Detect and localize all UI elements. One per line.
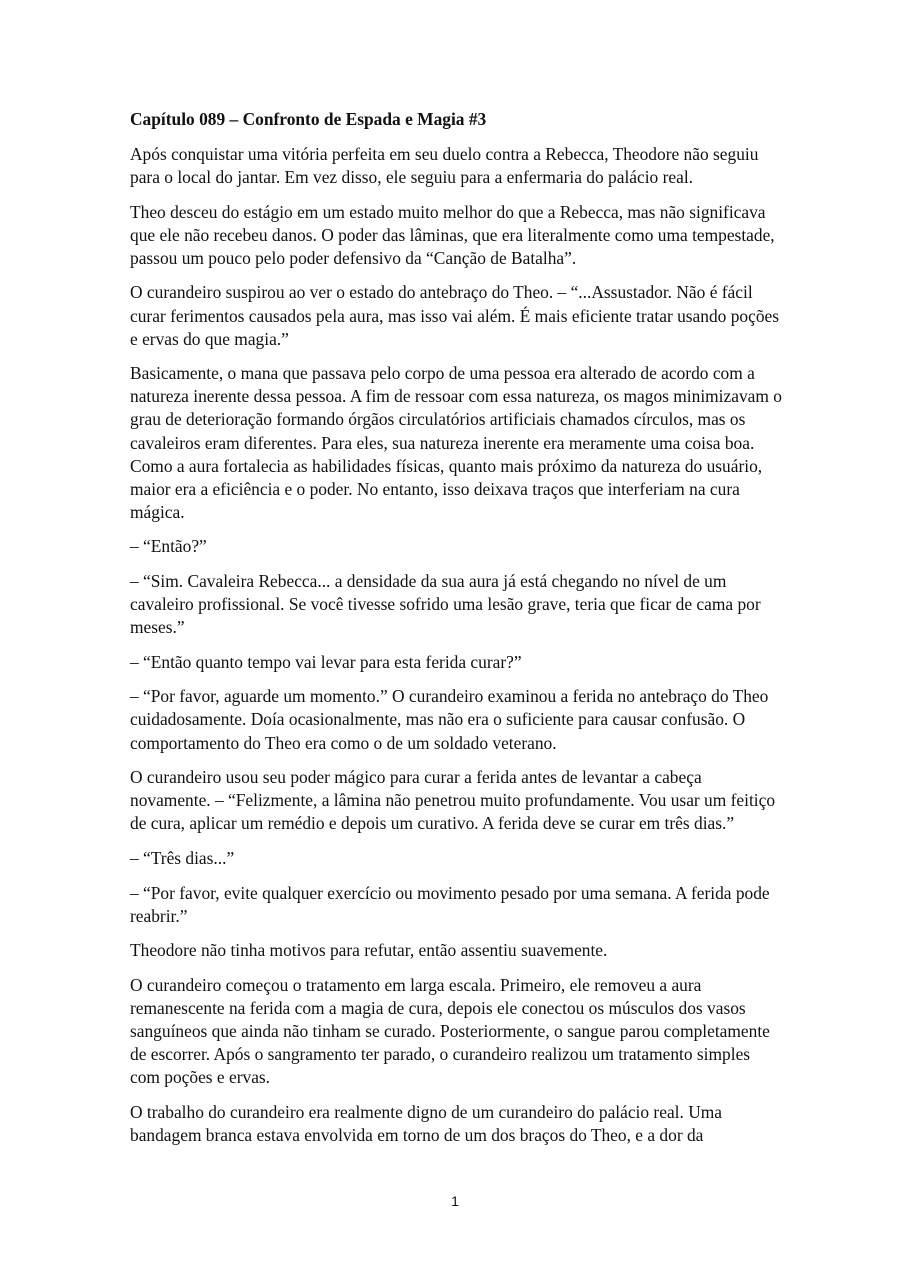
paragraph-14: O trabalho do curandeiro era realmente digno de um curandeiro do palácio real. Uma bandagem branca estava envolvida em torno de um dos braços do Theo, e a dor da bbox=[130, 1101, 722, 1145]
paragraph-8: – “Por favor, aguarde um momento.” O curandeiro examinou a ferida no antebraço do Theo cuidadosamente. Doía ocasionalmente, mas não era o suficiente para causar confusão. O comportamento do Theo era como o de um soldado veterano. bbox=[130, 686, 769, 753]
paragraph-7: – “Então quanto tempo vai levar para esta ferida curar?” bbox=[130, 651, 522, 672]
paragraph-10: – “Três dias...” bbox=[130, 847, 235, 868]
document-body bbox=[130, 108, 782, 1158]
paragraph-3: O curandeiro suspirou ao ver o estado do antebraço do Theo. – “...Assustador. Não é fácil curar ferimentos causados pela aura, mas isso vai além. É mais eficiente tratar usando poções e ervas do que magia.” bbox=[130, 282, 779, 349]
paragraph-4: Basicamente, o mana que passava pelo corpo de uma pessoa era alterado de acordo com a natureza inerente dessa pessoa. A fim de ressoar com essa natureza, os magos minimizavam o grau de deterioração formando órgãos circulatórios artificiais chamados círculos, mas os cavaleiros eram diferentes. Para eles, sua natureza inerente era meramente uma coisa boa. Como a aura fortalecia as habilidades físicas, quanto mais próximo da natureza do usuário, maior era a eficiência e o poder. No entanto, isso deixava traços que interferiam na cura mágica. bbox=[130, 363, 782, 522]
paragraph-6: – “Sim. Cavaleira Rebecca... a densidade da sua aura já está chegando no nível de um cavaleiro profissional. Se você tivesse sofrido uma lesão grave, teria que ficar de cama por meses.” bbox=[130, 571, 761, 638]
paragraph-12: Theodore não tinha motivos para refutar, então assentiu suavemente. bbox=[130, 940, 608, 961]
paragraph-2: Theo desceu do estágio em um estado muito melhor do que a Rebecca, mas não significava que ele não recebeu danos. O poder das lâminas, que era literalmente como uma tempestade, passou um pouco pelo poder defensivo da “Canção de Batalha”. bbox=[130, 201, 775, 268]
paragraph-13: O curandeiro começou o tratamento em larga escala. Primeiro, ele removeu a aura remanescente na ferida com a magia de cura, depois ele conectou os músculos dos vasos sanguíneos que ainda não tinham se curado. Posteriormente, o sangue parou completamente de escorrer. Após o sangramento ter parado, o curandeiro realizou um tratamento simples com poções e ervas. bbox=[130, 974, 770, 1088]
paragraph-9: O curandeiro usou seu poder mágico para curar a ferida antes de levantar a cabeça novamente. – “Felizmente, a lâmina não penetrou muito profundamente. Vou usar um feitiço de cura, aplicar um remédio e depois um curativo. A ferida deve se curar em três dias.” bbox=[130, 767, 776, 834]
paragraph-5: – “Então?” bbox=[130, 536, 207, 557]
paragraph-1: Após conquistar uma vitória perfeita em seu duelo contra a Rebecca, Theodore não seguiu para o local do jantar. Em vez disso, ele seguiu para a enfermaria do palácio real. bbox=[130, 144, 759, 188]
page-number: 1 bbox=[451, 1193, 459, 1209]
chapter-title: Capítulo 089 – Confronto de Espada e Magia #3 bbox=[130, 109, 487, 129]
paragraph-11: – “Por favor, evite qualquer exercício ou movimento pesado por uma semana. A ferida pode reabrir.” bbox=[130, 882, 770, 926]
